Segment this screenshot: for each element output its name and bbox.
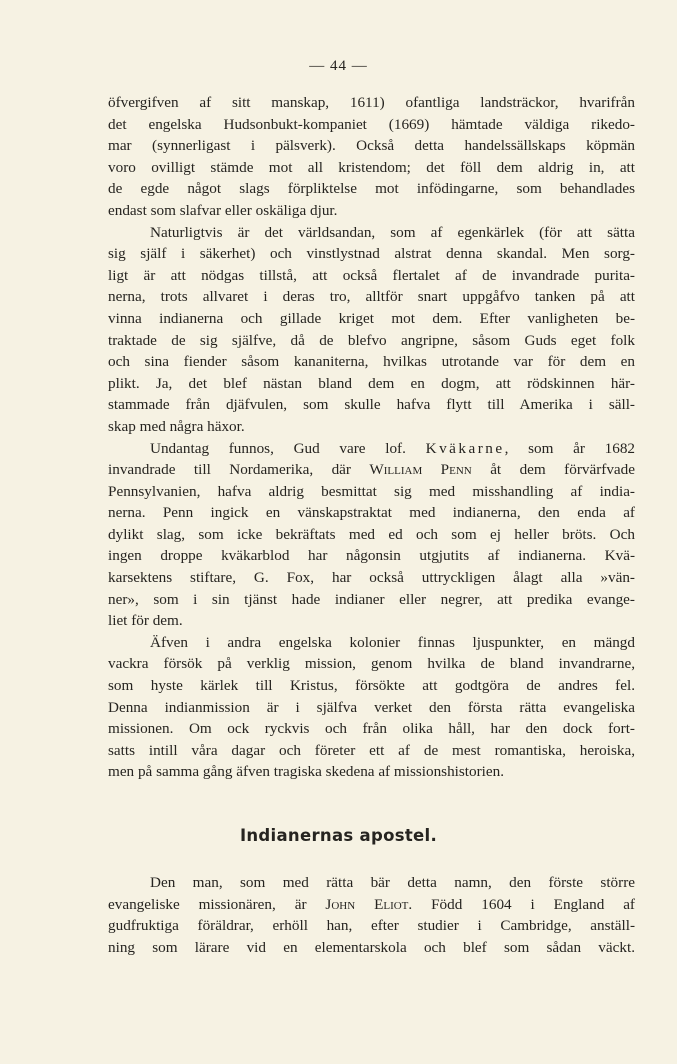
text-line: de egde något slags förpliktelse mot infödingarne, som behandlades (108, 180, 635, 198)
person-name: John Eliot (325, 895, 409, 913)
text-line: gudfruktiga föräldrar, erhöll han, efter studier i Cambridge, anställ- (108, 917, 635, 935)
text-line: öfvergifven af sitt manskap, 1611) ofantliga landsträckor, hvarifrån (108, 94, 635, 111)
text-line: Undantag funnos, Gud vare lof. Kväkarne, som år 1682 (150, 439, 636, 457)
text-line: Äfven i andra engelska kolonier finnas ljuspunkter, en mängd (150, 633, 635, 651)
text-line: ingen droppe kväkarblod har någonsin utgjutits af indianerna. Kvä- (108, 547, 635, 565)
text-line: endast som slafvar eller oskäliga djur. (108, 201, 338, 219)
text-line: liet för dem. (108, 612, 183, 630)
text-line: voro ovilligt stämde mot all kristendom; det föll dem aldrig in, att (108, 158, 635, 176)
text-line: skap med några häxor. (108, 417, 245, 435)
text-line: och sina fiender såsom kananiterna, hvilkas utrotande var för dem en (108, 353, 635, 371)
text-line: evangeliske missionären, är John Eliot. Född 1604 i England af (108, 895, 635, 913)
text-line: nerna. Penn ingick en vänskapstraktat med indianerna, den enda af (108, 504, 635, 522)
text-line: Naturligtvis är det världsandan, som af egenkärlek (för att sätta (150, 223, 635, 241)
text-line: sig själf i säkerhet) och vinstlystnad alstrat denna skandal. Men sorg- (108, 245, 635, 263)
text-line: nerna, trots allvaret i deras tro, alltför snart uppgåfvo tanken på att (108, 288, 635, 306)
body-text-section-2 (108, 872, 635, 958)
text-line: Pennsylvanien, hafva aldrig besmittat sig med misshandling af india- (108, 482, 635, 500)
section-heading: Indianernas apostel. (239, 826, 438, 845)
page-number: — 44 — (309, 58, 368, 74)
text-line: traktade de sig själfve, då de blefvo angripne, såsom Guds eget folk (108, 331, 635, 349)
text-line: ning som lärare vid en elementarskola och blef som sådan väckt. (108, 938, 635, 956)
person-name: William Penn (369, 461, 472, 479)
text-line: Denna indianmission är i själfva verket den första rätta evangeliska (108, 698, 635, 716)
text-line: det engelska Hudsonbukt-kompaniet (1669) hämtade väldiga rikedo- (108, 115, 635, 133)
text-line: som hyste kärlek till Kristus, försökte att godtgöra de andres fel. (108, 677, 635, 695)
text-line: ner», som i sin tjänst hade indianer eller negrer, att predika evange- (108, 590, 635, 608)
body-text-section-1 (108, 92, 635, 783)
text-line: ligt är att nödgas tillstå, att också flertalet af de invandrade purita- (108, 266, 635, 284)
text-line: satts intill våra dagar och företer ett af de mest romantiska, heroiska, (108, 741, 635, 759)
text-line: plikt. Ja, det blef nästan bland dem en dogm, att rödskinnen här- (108, 374, 635, 392)
text-line: dylikt slag, som icke bekräftats med ed och som ej heller bröts. Och (108, 525, 635, 543)
text-line: vackra försök på verklig mission, genom hvilka de bland invandrarne, (108, 655, 635, 673)
text-line: missionen. Om ock ryckvis och från olika håll, har den dock fort- (108, 720, 635, 738)
text-line: stammade från djäfvulen, som skulle hafva flytt till Amerika i säll- (108, 396, 635, 414)
text-line: mar (synnerligast i pälsverk). Också detta handelssällskaps köpmän (108, 137, 635, 155)
text-line: Den man, som med rätta bär detta namn, den förste större (150, 874, 635, 891)
text-line: invandrade till Nordamerika, där William Penn åt dem förvärfvade (108, 461, 636, 479)
text-line: karsektens stiftare, G. Fox, har också uttryckligen ålagt alla »vän- (108, 569, 635, 587)
text-line: men på samma gång äfven tragiska skedena af missionshistorien. (108, 763, 505, 781)
emphasized-word: Kväkarne (425, 439, 505, 457)
text-line: vinna indianerna och gillade kriget mot dem. Efter vanligheten be- (108, 309, 635, 327)
